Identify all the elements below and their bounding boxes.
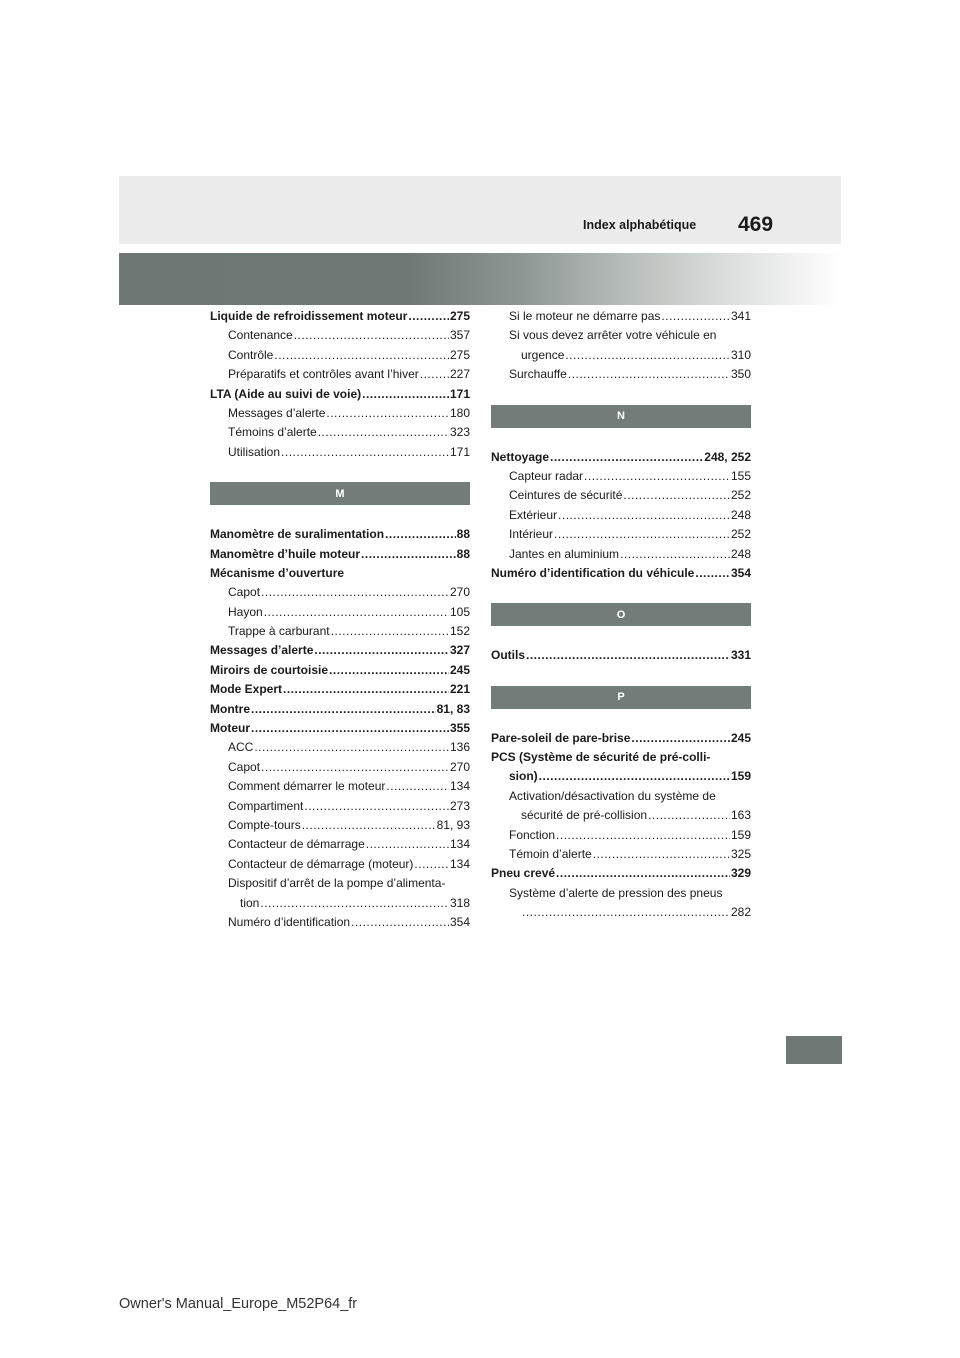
index-entry [210, 346, 470, 365]
index-entry-text: Fonction [509, 827, 556, 842]
index-entry [491, 864, 751, 883]
index-entry-text: Système d’alerte de pression des pneus [509, 885, 723, 900]
index-entry-text: Numéro d’identification du véhicule [491, 565, 695, 580]
index-entry [210, 913, 470, 932]
dot-leader [695, 564, 730, 583]
dot-leader [318, 423, 449, 442]
header-band [119, 176, 841, 244]
index-entry [210, 365, 470, 384]
index-entry [210, 641, 470, 660]
dot-leader [264, 603, 449, 622]
index-entry [210, 797, 470, 816]
index-entry [210, 443, 470, 462]
index-entry [210, 307, 470, 326]
index-entry-text: Extérieur [509, 507, 558, 522]
index-entry-text: Activation/désactivation du système de [509, 788, 716, 803]
index-entry [491, 346, 751, 365]
dot-leader [283, 680, 449, 699]
index-entry-page: 134 [449, 779, 470, 794]
index-entry-page: 275 [449, 347, 470, 362]
dot-leader [550, 448, 703, 467]
index-entry [491, 884, 751, 903]
index-entry-page: 155 [730, 468, 751, 483]
index-entry [491, 748, 751, 767]
index-entry-page: 275 [449, 309, 470, 323]
index-entry-page: 357 [449, 328, 470, 343]
index-entry [210, 603, 470, 622]
dot-leader [294, 326, 449, 345]
index-entry [491, 826, 751, 845]
dot-leader [408, 307, 449, 326]
index-entry-text: Liquide de refroidissement moteur [210, 309, 408, 323]
index-entry-page: 354 [730, 565, 751, 580]
index-column-left [210, 307, 470, 932]
section-title: Index alphabétique [583, 218, 697, 232]
index-entry [210, 680, 470, 699]
index-entry-text: Hayon [228, 604, 263, 619]
index-entry-page: 136 [449, 740, 470, 755]
index-entry-text: Témoins d’alerte [228, 425, 317, 440]
index-entry [210, 719, 470, 738]
index-entry-text: tion [240, 895, 260, 910]
dot-leader [522, 903, 730, 922]
dot-leader [623, 486, 730, 505]
index-entry-page: 159 [730, 827, 751, 842]
index-entry-page: 329 [730, 866, 751, 881]
dot-leader [261, 583, 449, 602]
index-letter-header: O [491, 603, 751, 626]
index-entry [210, 855, 470, 874]
index-entry [210, 545, 470, 564]
index-entry-text: Préparatifs et contrôles avant l’hiver [228, 367, 419, 382]
index-entry-text: Intérieur [509, 527, 554, 542]
index-entry-page: 323 [449, 425, 470, 440]
dot-leader [568, 365, 730, 384]
index-entry-text: Contrôle [228, 347, 274, 362]
index-entry-page: 245 [449, 662, 470, 677]
index-entry-page: 341 [730, 309, 751, 323]
index-entry [491, 486, 751, 505]
index-entry-page: 350 [730, 367, 751, 382]
index-entry-text: Messages d’alerte [210, 643, 314, 658]
index-entry [210, 622, 470, 641]
index-entry-text: Compte-tours [228, 817, 301, 832]
index-entry-text: Capot [228, 585, 261, 600]
index-entry [491, 448, 751, 467]
dot-leader [362, 385, 449, 404]
index-entry-page: 88 [456, 527, 470, 542]
index-entry [210, 385, 470, 404]
dot-leader [331, 622, 449, 641]
dot-leader [558, 506, 730, 525]
index-entry-text: Trappe à carburant [228, 624, 330, 639]
index-entry-text: Pare-soleil de pare-brise [491, 730, 631, 745]
index-entry-page: 81, 93 [436, 817, 470, 832]
index-entry-page: 171 [449, 386, 470, 401]
dot-leader [661, 307, 730, 326]
dot-leader [351, 913, 449, 932]
index-entry [210, 564, 470, 583]
index-entry-page: 163 [730, 808, 751, 823]
index-entry-text: Mécanisme d’ouverture [210, 565, 345, 580]
index-entry [210, 423, 470, 442]
dot-leader [281, 443, 449, 462]
index-entry [210, 661, 470, 680]
index-entry-text: Numéro d’identification [228, 914, 351, 929]
index-entry [210, 404, 470, 423]
index-entry-page: 81, 83 [436, 701, 470, 716]
index-entry-page: 227 [449, 367, 470, 382]
dot-leader [302, 816, 436, 835]
index-entry-text: Pneu crevé [491, 866, 556, 881]
index-entry [491, 903, 751, 922]
dot-leader [526, 646, 730, 665]
index-entry-text: PCS (Système de sécurité de pré-colli- [491, 750, 711, 765]
dot-leader [554, 525, 730, 544]
index-entry [491, 326, 751, 345]
dot-leader [420, 365, 449, 384]
index-entry-text: Capteur radar [509, 468, 584, 483]
index-entry [491, 467, 751, 486]
index-entry-page: 248 [730, 546, 751, 561]
index-entry-text: Manomètre de suralimentation [210, 527, 385, 542]
index-entry-page: 331 [730, 648, 751, 663]
index-entry [210, 326, 470, 345]
index-entry-page: 310 [730, 347, 751, 362]
index-entry-page: 221 [449, 682, 470, 697]
index-entry [210, 874, 470, 893]
index-entry-text: Jantes en aluminium [509, 546, 620, 561]
index-entry [210, 583, 470, 602]
index-entry-text: Comment démarrer le moteur [228, 779, 386, 794]
index-entry-page: 105 [449, 604, 470, 619]
index-entry [491, 365, 751, 384]
index-entry-text: Utilisation [228, 444, 281, 459]
index-entry-text: LTA (Aide au suivi de voie) [210, 386, 362, 401]
index-entry-text: sion) [509, 769, 538, 784]
index-entry-text: Manomètre d’huile moteur [210, 546, 361, 561]
index-entry-page: 354 [449, 914, 470, 929]
dot-leader [329, 661, 449, 680]
index-entry [491, 787, 751, 806]
footer-text: Owner's Manual_Europe_M52P64_fr [119, 1296, 358, 1312]
index-entry-page: 134 [449, 856, 470, 871]
index-entry-page: 245 [730, 730, 751, 745]
index-entry-text: Montre [210, 701, 250, 716]
index-entry-text: Compartiment [228, 798, 304, 813]
index-entry-page: 180 [449, 405, 470, 420]
index-entry-page: 171 [449, 444, 470, 459]
index-entry-page: 248 [730, 507, 751, 522]
index-entry-text: Outils [491, 648, 526, 663]
dot-leader [260, 894, 449, 913]
index-entry-page: 355 [449, 721, 470, 736]
index-entry [491, 525, 751, 544]
index-entry [210, 835, 470, 854]
index-entry-text: Mode Expert [210, 682, 283, 697]
index-entry [491, 307, 751, 326]
index-entry [210, 758, 470, 777]
index-entry-page: 273 [449, 798, 470, 813]
dot-leader [386, 777, 449, 796]
dot-leader [274, 346, 449, 365]
dot-leader [631, 729, 730, 748]
index-entry-text: Nettoyage [491, 449, 550, 464]
index-entry [210, 816, 470, 835]
index-entry-text: Si le moteur ne démarre pas [509, 309, 661, 323]
index-entry-page: 252 [730, 527, 751, 542]
index-entry [491, 564, 751, 583]
dot-leader [556, 826, 730, 845]
dot-leader [648, 806, 730, 825]
index-entry-page: 88 [456, 546, 470, 561]
index-entry-page: 325 [730, 847, 751, 862]
dot-leader [539, 767, 730, 786]
dot-leader [366, 835, 449, 854]
dot-leader [565, 346, 730, 365]
dot-leader [304, 797, 449, 816]
dot-leader [556, 864, 730, 883]
index-entry [491, 545, 751, 564]
index-entry-page: 282 [730, 905, 751, 920]
index-entry-text: Messages d’alerte [228, 405, 326, 420]
dot-leader [385, 525, 456, 544]
page-number: 469 [738, 213, 774, 236]
index-entry-page: 270 [449, 759, 470, 774]
index-entry-text: urgence [521, 347, 565, 362]
index-entry-page: 327 [449, 643, 470, 658]
dot-leader [254, 738, 449, 757]
index-entry-text: Si vous devez arrêter votre véhicule en [509, 328, 717, 343]
index-letter-header: P [491, 686, 751, 709]
index-entry-page: 248, 252 [704, 449, 751, 464]
dot-leader [251, 719, 449, 738]
dot-leader [361, 545, 456, 564]
index-entry-text: Moteur [210, 721, 250, 736]
index-entry-page: 252 [730, 488, 751, 503]
index-entry-text: Surchauffe [509, 367, 567, 382]
dot-leader [251, 700, 436, 719]
dot-leader [261, 758, 449, 777]
index-entry [210, 894, 470, 913]
index-entry-text: Témoin d’alerte [509, 847, 592, 862]
index-entry-page: 159 [730, 769, 751, 784]
index-entry-page: 318 [449, 895, 470, 910]
index-entry-text: Contacteur de démarrage [228, 837, 365, 852]
index-letter-header: N [491, 405, 751, 428]
index-entry [210, 525, 470, 544]
index-entry-text: Contacteur de démarrage (moteur) [228, 856, 414, 871]
index-entry-text: Contenance [228, 328, 293, 343]
index-entry [491, 729, 751, 748]
dot-leader [593, 845, 730, 864]
index-entry-text: ACC [228, 740, 254, 755]
index-entry-page: 270 [449, 585, 470, 600]
dot-leader [314, 641, 449, 660]
index-entry-page: 134 [449, 837, 470, 852]
index-entry-page: 152 [449, 624, 470, 639]
index-entry-text: Capot [228, 759, 261, 774]
index-entry-text: Ceintures de sécurité [509, 488, 623, 503]
index-column-right [491, 307, 751, 923]
index-entry-text: Dispositif d’arrêt de la pompe d’alimenta- [228, 876, 446, 891]
index-entry [491, 845, 751, 864]
index-entry [210, 700, 470, 719]
index-entry [491, 506, 751, 525]
index-entry [210, 777, 470, 796]
index-entry [491, 806, 751, 825]
dot-leader [414, 855, 449, 874]
index-entry-text: sécurité de pré-collision [521, 808, 648, 823]
dot-leader [584, 467, 730, 486]
index-entry [210, 738, 470, 757]
chapter-tab [786, 1036, 842, 1064]
index-letter-header: M [210, 482, 470, 505]
dot-leader [620, 545, 730, 564]
dot-leader [326, 404, 449, 423]
index-entry-text: Miroirs de courtoisie [210, 662, 329, 677]
header-gradient-bar [119, 253, 841, 305]
index-entry [491, 767, 751, 786]
index-entry [491, 646, 751, 665]
